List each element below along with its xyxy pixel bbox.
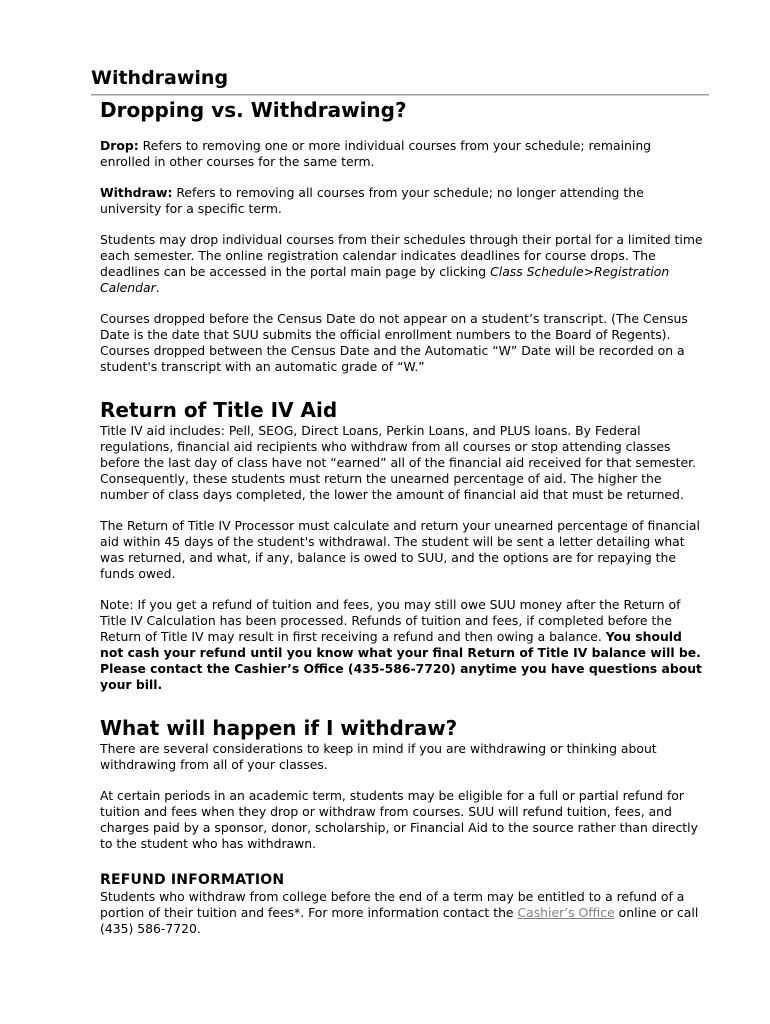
drop-text: Refers to removing one or more individual courses from your schedule; remaining enrolled in other courses for the same term. xyxy=(100,138,652,169)
page-title: Withdrawing xyxy=(91,67,229,89)
withdraw-text: Refers to removing all courses from your schedule; no longer attending the university for a specific term. xyxy=(100,185,644,216)
document-body xyxy=(100,95,705,952)
withdraw-paragraph-2: At certain periods in an academic term, students may be eligible for a full or partial refund for tuition and fees when they drop or withdraw from courses. SUU will refund tuition, fees, and charges paid by a sponsor, donor, scholarship, or Financial Aid to the source rather than directly to the student who has withdrawn. xyxy=(100,788,698,851)
drop-deadlines-text: Students may drop individual courses from their schedules through their portal for a limited time each semester. The online registration calendar indicates deadlines for course drops. The deadlines can be accessed in the portal main page by clicking xyxy=(100,232,703,279)
withdraw-heading: What will happen if I withdraw? xyxy=(100,716,458,740)
drop-deadlines-paragraph xyxy=(100,232,705,296)
title-iv-note-text: Note: If you get a refund of tuition and fees, you may still owe SUU money after the Return of Title IV Calculation has been processed. Refunds of tuition and fees, if completed before the Return of Title IV may result in first receiving a refund and then owing a balance. xyxy=(100,597,681,644)
withdraw-paragraph-1: There are several considerations to keep in mind if you are withdrawing or thinking about withdrawing from all of your classes. xyxy=(100,741,657,772)
title-iv-note-bold: You should not cash your refund until you know what your final Return of Title IV balance will be. Please contact the Cashier’s Office (435-586-7720) anytime you have questions about your bill. xyxy=(100,629,702,692)
refund-info-end: online or call (435) 586-7720. xyxy=(100,905,699,936)
refund-info-paragraph xyxy=(100,889,705,937)
title-iv-paragraph-1: Title IV aid includes: Pell, SEOG, Direct Loans, Perkin Loans, and PLUS loans. By Federal regulations, financial aid recipients who withdraw from all courses or stop attending classes before the last day of class have not “earned” all of the financial aid received for that semester. Consequently, these students must return the unearned percentage of aid. The higher the number of class days completed, the lower the amount of financial aid that must be returned. xyxy=(100,423,696,502)
drop-deadlines-end: . xyxy=(155,280,160,295)
title-iv-note-paragraph xyxy=(100,597,705,693)
refund-info-heading: REFUND INFORMATION xyxy=(100,872,285,888)
refund-info-text: Students who withdraw from college before the end of a term may be entitled to a refund of a portion of their tuition and fees*. For more information contact the xyxy=(100,889,685,920)
cashiers-office-link[interactable]: Cashier’s Office xyxy=(517,905,615,920)
dropping-heading: Dropping vs. Withdrawing? xyxy=(100,98,407,122)
drop-label: Drop: xyxy=(100,138,139,153)
title-iv-paragraph-2: The Return of Title IV Processor must calculate and return your unearned percentage of financial aid within 45 days of the student's withdrawal. The student will be sent a letter detailing what was returned, and what, if any, balance is owed to SUU, and the options are for repaying the funds owed. xyxy=(100,518,700,581)
census-date-paragraph: Courses dropped before the Census Date do not appear on a student’s transcript. (The Census Date is the date that SUU submits the official enrollment numbers to the Board of Regents). Courses dropped between the Census Date and the Automatic “W” Date will be recorded on a student's transcript with an automatic grade of “W.” xyxy=(100,311,688,374)
withdraw-definition xyxy=(100,185,705,217)
title-iv-heading: Return of Title IV Aid xyxy=(100,398,338,422)
registration-calendar-path: Class Schedule>Registration Calendar xyxy=(100,264,670,295)
withdraw-label: Withdraw: xyxy=(100,185,173,200)
drop-definition xyxy=(100,138,705,170)
